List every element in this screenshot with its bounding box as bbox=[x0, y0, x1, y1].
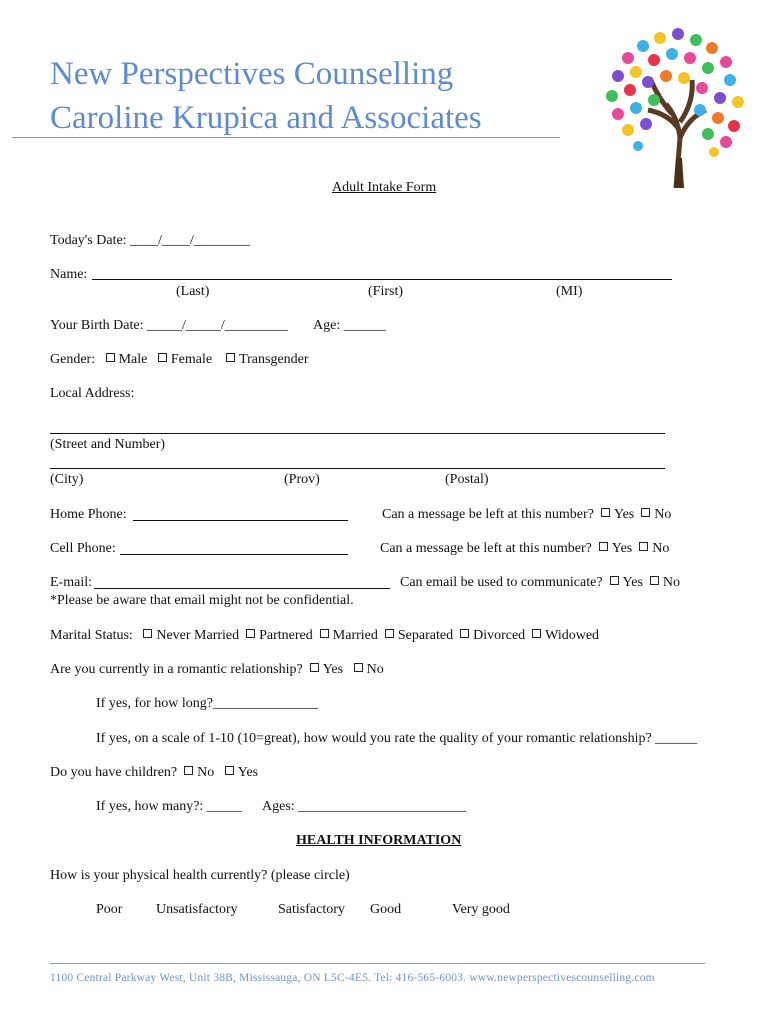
children-question: Do you have children? bbox=[50, 765, 178, 780]
practice-associates: Caroline Krupica and Associates bbox=[50, 100, 482, 136]
home-yes-label: Yes bbox=[613, 507, 635, 522]
health-heading: HEALTH INFORMATION bbox=[296, 833, 462, 848]
email-field[interactable] bbox=[94, 576, 390, 589]
footer-divider bbox=[50, 963, 705, 964]
checkbox-male[interactable] bbox=[106, 353, 115, 362]
cell-phone-field[interactable] bbox=[120, 542, 348, 555]
children-no-label: No bbox=[197, 765, 215, 780]
checkbox-romantic-no[interactable] bbox=[354, 663, 363, 672]
home-phone-field[interactable] bbox=[133, 508, 348, 521]
checkbox-female[interactable] bbox=[158, 353, 167, 362]
cell-message-row bbox=[380, 541, 669, 557]
local-address-label: Local Address: bbox=[50, 386, 135, 401]
relationship-length-field[interactable]: If yes, for how long?_______________ bbox=[96, 696, 319, 711]
name-mi-caption: (MI) bbox=[556, 284, 583, 299]
email-label: E-mail: bbox=[50, 575, 92, 590]
form-title: Adult Intake Form bbox=[332, 180, 437, 195]
email-yes-label: Yes bbox=[622, 575, 643, 590]
romantic-yes-label: Yes bbox=[322, 662, 344, 677]
physical-health-question: How is your physical health currently? (please circle) bbox=[50, 868, 350, 883]
butterfly-cluster bbox=[606, 28, 744, 157]
email-confidentiality-note: *Please be aware that email might not be confidential. bbox=[50, 593, 354, 608]
home-message-row bbox=[382, 507, 671, 523]
gender-female-label: Female bbox=[170, 352, 213, 367]
postal-caption: (Postal) bbox=[445, 472, 489, 487]
checkbox-cell-yes[interactable] bbox=[599, 542, 608, 551]
prov-caption: (Prov) bbox=[284, 472, 320, 487]
marital-status-label: Marital Status: bbox=[50, 628, 133, 643]
checkbox-separated[interactable] bbox=[385, 629, 394, 638]
checkbox-email-no[interactable] bbox=[650, 576, 659, 585]
footer-contact: 1100 Central Parkway West, Unit 38B, Mississauga, ON L5C-4E5. Tel: 416-565-6003. www.newperspectivescounselling.com bbox=[50, 972, 655, 984]
checkbox-divorced[interactable] bbox=[460, 629, 469, 638]
gender-male-label: Male bbox=[118, 352, 148, 367]
header-divider bbox=[12, 137, 560, 138]
checkbox-children-no[interactable] bbox=[184, 766, 193, 775]
butterfly-tree-icon bbox=[588, 18, 748, 188]
birth-date-field[interactable]: Your Birth Date: _____/_____/_________ bbox=[50, 318, 288, 333]
gender-label: Gender: bbox=[50, 352, 96, 367]
checkbox-home-yes[interactable] bbox=[601, 508, 610, 517]
gender-row bbox=[50, 352, 309, 368]
checkbox-never-married[interactable] bbox=[143, 629, 152, 638]
practice-name: New Perspectives Counselling bbox=[50, 56, 454, 92]
home-phone-label: Home Phone: bbox=[50, 507, 127, 522]
partnered-label: Partnered bbox=[259, 628, 313, 643]
email-question: Can email be used to communicate? bbox=[400, 575, 603, 590]
checkbox-partnered[interactable] bbox=[246, 629, 255, 638]
cell-no-label: No bbox=[652, 541, 670, 556]
cell-message-question: Can a message be left at this number? bbox=[380, 541, 592, 556]
rating-unsatisfactory[interactable]: Unsatisfactory bbox=[156, 902, 238, 917]
city-caption: (City) bbox=[50, 472, 84, 487]
street-caption: (Street and Number) bbox=[50, 437, 166, 452]
checkbox-cell-no[interactable] bbox=[639, 542, 648, 551]
rating-good[interactable]: Good bbox=[370, 902, 402, 917]
children-ages-field[interactable]: Ages: ________________________ bbox=[262, 799, 467, 814]
home-message-question: Can a message be left at this number? bbox=[382, 507, 594, 522]
rating-poor[interactable]: Poor bbox=[96, 902, 123, 917]
children-count-field[interactable]: If yes, how many?: _____ bbox=[96, 799, 242, 814]
rating-satisfactory[interactable]: Satisfactory bbox=[278, 902, 345, 917]
city-prov-postal-field[interactable] bbox=[50, 456, 665, 469]
married-label: Married bbox=[332, 628, 378, 643]
cell-yes-label: Yes bbox=[611, 541, 633, 556]
email-no-label: No bbox=[662, 575, 681, 590]
checkbox-children-yes[interactable] bbox=[225, 766, 234, 775]
age-field[interactable]: Age: ______ bbox=[313, 318, 386, 333]
checkbox-transgender[interactable] bbox=[226, 353, 235, 362]
relationship-quality-field[interactable]: If yes, on a scale of 1-10 (10=great), how would you rate the quality of your romantic relationship? ______ bbox=[96, 731, 698, 746]
cell-phone-label: Cell Phone: bbox=[50, 541, 116, 556]
email-permission-row bbox=[400, 575, 680, 591]
name-last-caption: (Last) bbox=[176, 284, 210, 299]
checkbox-married[interactable] bbox=[320, 629, 329, 638]
todays-date-field[interactable]: Today's Date: ____/____/________ bbox=[50, 233, 250, 248]
gender-transgender-label: Transgender bbox=[239, 352, 309, 367]
name-label: Name: bbox=[50, 267, 88, 282]
checkbox-widowed[interactable] bbox=[532, 629, 541, 638]
checkbox-email-yes[interactable] bbox=[610, 576, 619, 585]
street-field[interactable] bbox=[50, 421, 665, 434]
separated-label: Separated bbox=[397, 628, 454, 643]
romantic-question: Are you currently in a romantic relationship? bbox=[50, 662, 303, 677]
name-field[interactable] bbox=[92, 267, 672, 280]
widowed-label: Widowed bbox=[545, 628, 600, 643]
divorced-label: Divorced bbox=[473, 628, 526, 643]
never-married-label: Never Married bbox=[156, 628, 240, 643]
checkbox-home-no[interactable] bbox=[641, 508, 650, 517]
marital-status-row bbox=[50, 628, 599, 644]
children-yes-label: Yes bbox=[237, 765, 259, 780]
rating-very-good[interactable]: Very good bbox=[452, 902, 510, 917]
name-first-caption: (First) bbox=[368, 284, 403, 299]
checkbox-romantic-yes[interactable] bbox=[310, 663, 319, 672]
children-row bbox=[50, 765, 258, 781]
home-no-label: No bbox=[654, 507, 672, 522]
romantic-row bbox=[50, 662, 384, 678]
romantic-no-label: No bbox=[366, 662, 384, 677]
